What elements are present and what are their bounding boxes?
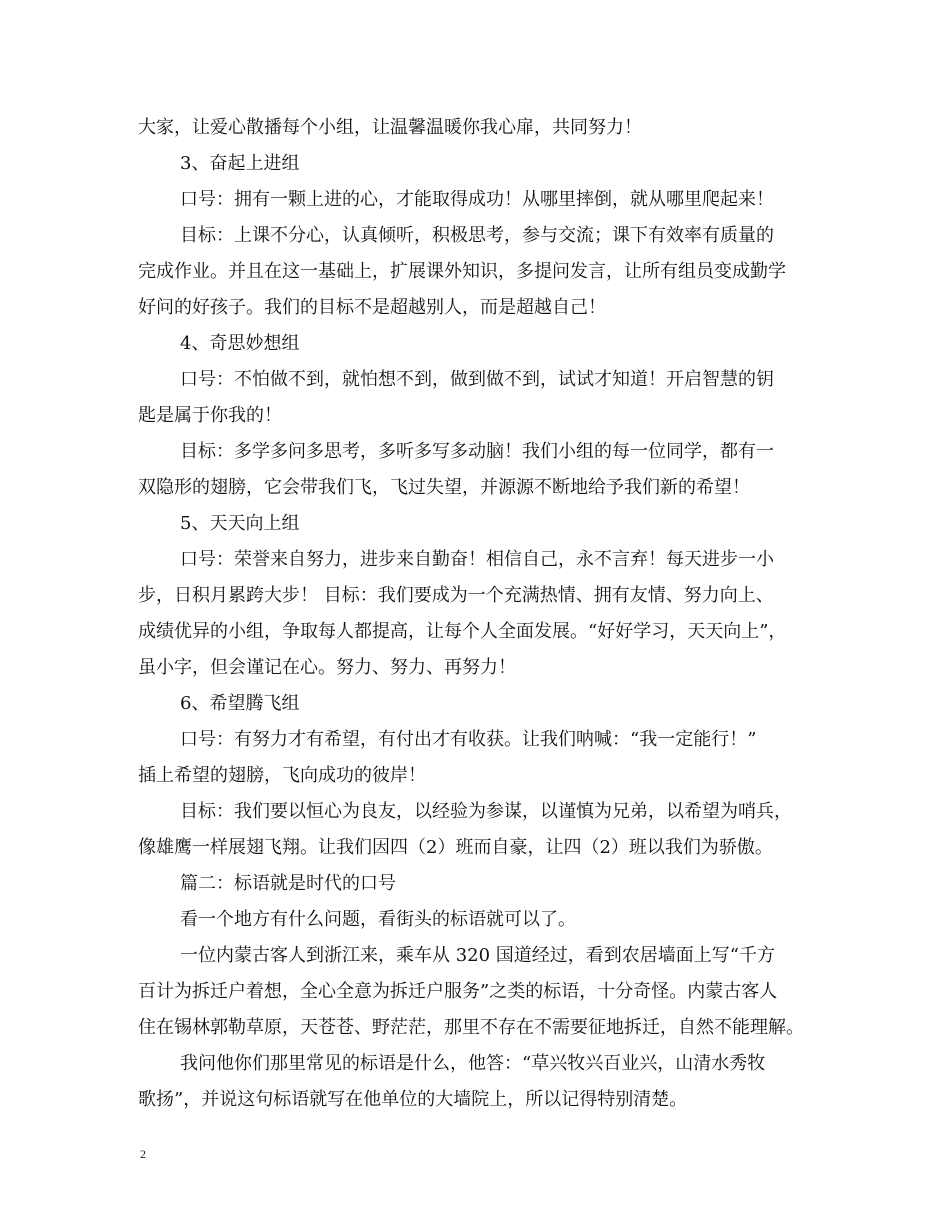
section-heading-4: 4、奇思妙想组 bbox=[180, 333, 300, 354]
section-heading-6: 6、希望腾飞组 bbox=[180, 693, 300, 714]
paragraph-line: 住在锡林郭勒草原，天苍苍、野茫茫，那里不存在不需要征地拆迁，自然不能理解。 bbox=[138, 1017, 804, 1038]
paragraph-line: 口号：不怕做不到，就怕想不到，做到做不到，试试才知道！开启智慧的钥 bbox=[180, 369, 774, 390]
paragraph-line: 步，日积月累跨大步！ 目标：我们要成为一个充满热情、拥有友情、努力向上、 bbox=[138, 585, 774, 606]
paragraph-line: 插上希望的翅膀，飞向成功的彼岸！ bbox=[138, 765, 426, 786]
paragraph-line: 一位内蒙古客人到浙江来，乘车从 320 国道经过，看到农居墙面上写“千方 bbox=[180, 945, 775, 966]
paragraph-line: 目标：我们要以恒心为良友，以经验为参谋，以谨慎为兄弟，以希望为哨兵， bbox=[180, 801, 792, 822]
paragraph-line: 好问的好孩子。我们的目标不是超越别人，而是超越自己！ bbox=[138, 297, 606, 318]
page-number: 2 bbox=[140, 1147, 146, 1161]
paragraph-line: 百计为拆迁户着想，全心全意为拆迁户服务”之类的标语，十分奇怪。内蒙古客人 bbox=[138, 981, 778, 1002]
paragraph-line: 目标：多学多问多思考，多听多写多动脑！我们小组的每一位同学，都有一 bbox=[180, 441, 774, 462]
paragraph-line: 完成作业。并且在这一基础上，扩展课外知识，多提问发言，让所有组员变成勤学 bbox=[138, 261, 786, 282]
paragraph-line: 像雄鹰一样展翅飞翔。让我们因四（2）班而自豪，让四（2）班以我们为骄傲。 bbox=[138, 837, 773, 858]
paragraph-line: 匙是属于你我的！ bbox=[138, 405, 282, 426]
section-heading-5: 5、天天向上组 bbox=[180, 513, 300, 534]
paragraph-line: 虽小字，但会谨记在心。努力、努力、再努力！ bbox=[138, 657, 516, 678]
paragraph-line: 歌扬”，并说这句标语就写在他单位的大墙院上，所以记得特别清楚。 bbox=[138, 1089, 688, 1110]
paragraph-line: 看一个地方有什么问题，看街头的标语就可以了。 bbox=[180, 909, 576, 930]
paragraph-line: 成绩优异的小组，争取每人都提高，让每个人全面发展。“好好学习，天天向上”， bbox=[138, 621, 787, 642]
paragraph-line: 我问他你们那里常见的标语是什么，他答：“草兴牧兴百业兴，山清水秀牧 bbox=[180, 1053, 766, 1074]
paragraph-line: 口号：有努力才有希望，有付出才有收获。让我们呐喊：“我一定能行！” bbox=[180, 729, 757, 750]
paragraph-line: 目标：上课不分心，认真倾听，积极思考，参与交流；课下有效率有质量的 bbox=[180, 225, 774, 246]
document-body bbox=[138, 110, 828, 1118]
section-heading-3: 3、奋起上进组 bbox=[180, 153, 300, 174]
paragraph-line: 口号：拥有一颗上进的心，才能取得成功！从哪里摔倒，就从哪里爬起来！ bbox=[180, 189, 774, 210]
paragraph-line: 双隐形的翅膀，它会带我们飞，飞过失望，并源源不断地给予我们新的希望！ bbox=[138, 477, 750, 498]
paragraph-line: 大家，让爱心散播每个小组，让温馨温暖你我心扉，共同努力！ bbox=[138, 117, 642, 138]
paragraph-line: 口号：荣誉来自努力，进步来自勤奋！相信自己，永不言弃！每天进步一小 bbox=[180, 549, 774, 570]
article-heading: 篇二：标语就是时代的口号 bbox=[180, 873, 396, 894]
